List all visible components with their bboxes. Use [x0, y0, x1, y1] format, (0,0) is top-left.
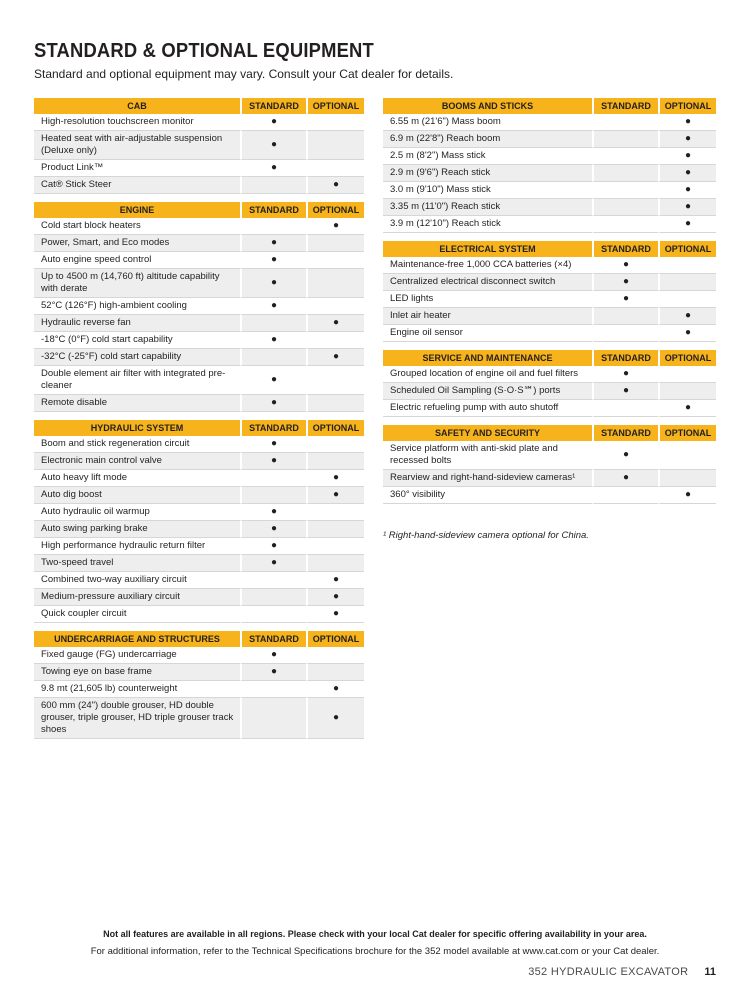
- optional-mark: [306, 366, 364, 395]
- optional-mark: [306, 664, 364, 681]
- table-row: [34, 647, 364, 664]
- standard-mark: [592, 325, 658, 342]
- feature-label: 52°C (126°F) high-ambient cooling: [34, 298, 240, 315]
- page-footer: [528, 966, 716, 978]
- standard-column-header: STANDARD: [592, 241, 658, 257]
- table-row: [34, 504, 364, 521]
- table-row: [383, 182, 716, 199]
- feature-label: 3.0 m (9'10") Mass stick: [383, 182, 592, 199]
- feature-label: High-resolution touchscreen monitor: [34, 114, 240, 131]
- standard-mark: ●: [240, 555, 306, 572]
- optional-mark: [658, 470, 716, 487]
- table-row: [383, 487, 716, 504]
- standard-column-header: STANDARD: [592, 98, 658, 114]
- table-row: [34, 453, 364, 470]
- standard-mark: ●: [592, 383, 658, 400]
- table-row: [34, 698, 364, 739]
- optional-column-header: OPTIONAL: [658, 425, 716, 441]
- feature-label: Fixed gauge (FG) undercarriage: [34, 647, 240, 664]
- optional-column-header: OPTIONAL: [306, 420, 364, 436]
- standard-column-header: STANDARD: [240, 420, 306, 436]
- standard-mark: [592, 199, 658, 216]
- standard-mark: [240, 572, 306, 589]
- standard-mark: ●: [240, 298, 306, 315]
- feature-label: Auto engine speed control: [34, 252, 240, 269]
- optional-mark: [306, 332, 364, 349]
- feature-label: 9.8 mt (21,605 lb) counterweight: [34, 681, 240, 698]
- table-row: [34, 349, 364, 366]
- optional-mark: ●: [658, 114, 716, 131]
- feature-label: Heated seat with air-adjustable suspension (Deluxe only): [34, 131, 240, 160]
- optional-mark: ●: [306, 681, 364, 698]
- table-row: [34, 177, 364, 194]
- feature-label: Auto swing parking brake: [34, 521, 240, 538]
- feature-label: Rearview and right-hand-sideview cameras¹: [383, 470, 592, 487]
- table-row: [34, 131, 364, 160]
- equipment-table: [34, 202, 364, 412]
- optional-column-header: OPTIONAL: [658, 98, 716, 114]
- table-row: [34, 315, 364, 332]
- optional-mark: ●: [658, 216, 716, 233]
- standard-mark: [240, 606, 306, 623]
- feature-label: Product Link™: [34, 160, 240, 177]
- table-row: [34, 555, 364, 572]
- feature-label: Centralized electrical disconnect switch: [383, 274, 592, 291]
- table-row: [383, 308, 716, 325]
- optional-mark: ●: [306, 315, 364, 332]
- feature-label: 3.9 m (12'10") Reach stick: [383, 216, 592, 233]
- optional-mark: ●: [658, 325, 716, 342]
- optional-mark: ●: [306, 177, 364, 194]
- table-row: [34, 487, 364, 504]
- standard-mark: [240, 589, 306, 606]
- optional-column-header: OPTIONAL: [658, 350, 716, 366]
- standard-mark: ●: [592, 257, 658, 274]
- right-column: [383, 98, 716, 512]
- optional-column-header: OPTIONAL: [306, 202, 364, 218]
- feature-label: Boom and stick regeneration circuit: [34, 436, 240, 453]
- optional-mark: ●: [306, 572, 364, 589]
- feature-label: Inlet air heater: [383, 308, 592, 325]
- standard-mark: [592, 131, 658, 148]
- feature-label: 6.55 m (21'6") Mass boom: [383, 114, 592, 131]
- standard-mark: [592, 487, 658, 504]
- standard-mark: [592, 148, 658, 165]
- optional-mark: ●: [306, 487, 364, 504]
- table-row: [34, 606, 364, 623]
- standard-mark: ●: [592, 291, 658, 308]
- optional-mark: [306, 647, 364, 664]
- feature-label: Grouped location of engine oil and fuel filters: [383, 366, 592, 383]
- table-row: [34, 160, 364, 177]
- optional-mark: [658, 366, 716, 383]
- table-row: [34, 681, 364, 698]
- page-title: STANDARD & OPTIONAL EQUIPMENT: [34, 40, 374, 62]
- equipment-table: [34, 98, 364, 194]
- feature-label: Two-speed travel: [34, 555, 240, 572]
- section-title: BOOMS AND STICKS: [383, 98, 592, 114]
- optional-mark: [306, 538, 364, 555]
- optional-column-header: OPTIONAL: [306, 631, 364, 647]
- optional-mark: [306, 395, 364, 412]
- optional-mark: ●: [306, 218, 364, 235]
- feature-label: Auto dig boost: [34, 487, 240, 504]
- standard-mark: [240, 349, 306, 366]
- optional-mark: [658, 257, 716, 274]
- camera-footnote: ¹ Right-hand-sideview camera optional for China.: [383, 530, 589, 541]
- optional-mark: [306, 252, 364, 269]
- table-row: [383, 441, 716, 470]
- table-row: [34, 395, 364, 412]
- availability-note: Not all features are available in all regions. Please check with your local Cat dealer for specific offering availability in your area.: [103, 929, 647, 939]
- table-row: [34, 664, 364, 681]
- info-note: For additional information, refer to the Technical Specifications brochure for the 352 model available at www.cat.com or your Cat dealer.: [90, 946, 660, 957]
- optional-mark: ●: [658, 308, 716, 325]
- optional-mark: [306, 235, 364, 252]
- table-row: [34, 235, 364, 252]
- feature-label: Engine oil sensor: [383, 325, 592, 342]
- standard-mark: [592, 182, 658, 199]
- standard-mark: ●: [240, 114, 306, 131]
- feature-label: Service platform with anti-skid plate and recessed bolts: [383, 441, 592, 470]
- standard-mark: ●: [240, 332, 306, 349]
- standard-mark: ●: [240, 395, 306, 412]
- optional-mark: ●: [658, 131, 716, 148]
- section-title: HYDRAULIC SYSTEM: [34, 420, 240, 436]
- optional-mark: ●: [306, 698, 364, 739]
- standard-mark: ●: [240, 436, 306, 453]
- feature-label: Auto hydraulic oil warmup: [34, 504, 240, 521]
- standard-mark: ●: [240, 504, 306, 521]
- table-row: [34, 332, 364, 349]
- feature-label: Auto heavy lift mode: [34, 470, 240, 487]
- feature-label: Up to 4500 m (14,760 ft) altitude capability with derate: [34, 269, 240, 298]
- standard-mark: [592, 308, 658, 325]
- optional-mark: ●: [306, 589, 364, 606]
- standard-mark: ●: [592, 274, 658, 291]
- table-row: [383, 165, 716, 182]
- table-row: [383, 325, 716, 342]
- optional-mark: [306, 269, 364, 298]
- feature-label: Medium-pressure auxiliary circuit: [34, 589, 240, 606]
- optional-mark: ●: [658, 148, 716, 165]
- table-row: [383, 114, 716, 131]
- feature-label: 6.9 m (22'8") Reach boom: [383, 131, 592, 148]
- equipment-table: [34, 420, 364, 623]
- section-title: SERVICE AND MAINTENANCE: [383, 350, 592, 366]
- table-row: [383, 400, 716, 417]
- standard-mark: ●: [240, 521, 306, 538]
- section-title: CAB: [34, 98, 240, 114]
- table-row: [34, 298, 364, 315]
- table-row: [383, 148, 716, 165]
- standard-mark: ●: [592, 366, 658, 383]
- feature-label: Cat® Stick Steer: [34, 177, 240, 194]
- standard-mark: ●: [240, 366, 306, 395]
- table-row: [383, 383, 716, 400]
- table-row: [34, 269, 364, 298]
- optional-column-header: OPTIONAL: [306, 98, 364, 114]
- standard-mark: [240, 698, 306, 739]
- standard-mark: ●: [240, 235, 306, 252]
- feature-label: -18°C (0°F) cold start capability: [34, 332, 240, 349]
- equipment-table: [34, 631, 364, 739]
- standard-mark: ●: [240, 269, 306, 298]
- table-row: [34, 114, 364, 131]
- standard-column-header: STANDARD: [592, 425, 658, 441]
- equipment-table: [383, 350, 716, 417]
- section-title: UNDERCARRIAGE AND STRUCTURES: [34, 631, 240, 647]
- page-subtitle: Standard and optional equipment may vary. Consult your Cat dealer for details.: [34, 67, 454, 81]
- table-row: [34, 521, 364, 538]
- standard-column-header: STANDARD: [240, 202, 306, 218]
- optional-mark: [658, 291, 716, 308]
- standard-mark: ●: [240, 664, 306, 681]
- feature-label: Maintenance-free 1,000 CCA batteries (×4): [383, 257, 592, 274]
- standard-mark: ●: [240, 647, 306, 664]
- table-row: [383, 470, 716, 487]
- feature-label: 2.5 m (8'2") Mass stick: [383, 148, 592, 165]
- standard-mark: [592, 400, 658, 417]
- table-row: [34, 366, 364, 395]
- feature-label: Hydraulic reverse fan: [34, 315, 240, 332]
- optional-mark: [306, 521, 364, 538]
- optional-mark: ●: [306, 349, 364, 366]
- optional-mark: [306, 555, 364, 572]
- feature-label: 2.9 m (9'6") Reach stick: [383, 165, 592, 182]
- optional-mark: ●: [658, 199, 716, 216]
- standard-mark: ●: [240, 131, 306, 160]
- feature-label: Towing eye on base frame: [34, 664, 240, 681]
- optional-mark: [658, 441, 716, 470]
- feature-label: 360° visibility: [383, 487, 592, 504]
- equipment-table: [383, 98, 716, 233]
- standard-mark: [240, 218, 306, 235]
- standard-mark: [240, 470, 306, 487]
- section-title: ENGINE: [34, 202, 240, 218]
- feature-label: 3.35 m (11'0") Reach stick: [383, 199, 592, 216]
- page-number: 11: [704, 966, 716, 978]
- feature-label: 600 mm (24") double grouser, HD double grouser, triple grouser, HD triple grouser track shoes: [34, 698, 240, 739]
- feature-label: Cold start block heaters: [34, 218, 240, 235]
- standard-mark: [592, 216, 658, 233]
- standard-column-header: STANDARD: [240, 631, 306, 647]
- optional-mark: [306, 504, 364, 521]
- standard-mark: ●: [240, 160, 306, 177]
- equipment-table: [383, 241, 716, 342]
- table-row: [383, 366, 716, 383]
- optional-mark: ●: [658, 182, 716, 199]
- standard-column-header: STANDARD: [240, 98, 306, 114]
- optional-mark: ●: [658, 487, 716, 504]
- optional-mark: [306, 453, 364, 470]
- feature-label: Scheduled Oil Sampling (S·O·S℠) ports: [383, 383, 592, 400]
- optional-mark: [658, 383, 716, 400]
- optional-mark: [306, 160, 364, 177]
- table-row: [34, 436, 364, 453]
- standard-mark: [592, 165, 658, 182]
- optional-mark: [306, 131, 364, 160]
- table-row: [34, 589, 364, 606]
- table-row: [383, 274, 716, 291]
- table-row: [34, 538, 364, 555]
- optional-mark: ●: [658, 165, 716, 182]
- optional-column-header: OPTIONAL: [658, 241, 716, 257]
- feature-label: Electric refueling pump with auto shutoff: [383, 400, 592, 417]
- table-row: [34, 252, 364, 269]
- standard-mark: [240, 177, 306, 194]
- optional-mark: ●: [306, 606, 364, 623]
- standard-mark: [240, 487, 306, 504]
- equipment-table: [383, 425, 716, 504]
- standard-mark: [592, 114, 658, 131]
- optional-mark: [306, 114, 364, 131]
- optional-mark: ●: [306, 470, 364, 487]
- table-row: [383, 257, 716, 274]
- standard-mark: ●: [592, 441, 658, 470]
- standard-mark: ●: [240, 252, 306, 269]
- standard-mark: ●: [240, 453, 306, 470]
- feature-label: High performance hydraulic return filter: [34, 538, 240, 555]
- table-row: [34, 470, 364, 487]
- section-title: SAFETY AND SECURITY: [383, 425, 592, 441]
- standard-mark: [240, 681, 306, 698]
- feature-label: Combined two-way auxiliary circuit: [34, 572, 240, 589]
- feature-label: Power, Smart, and Eco modes: [34, 235, 240, 252]
- feature-label: Electronic main control valve: [34, 453, 240, 470]
- standard-mark: [240, 315, 306, 332]
- feature-label: LED lights: [383, 291, 592, 308]
- table-row: [383, 199, 716, 216]
- feature-label: Quick coupler circuit: [34, 606, 240, 623]
- table-row: [383, 291, 716, 308]
- optional-mark: [306, 298, 364, 315]
- feature-label: -32°C (-25°F) cold start capability: [34, 349, 240, 366]
- table-row: [383, 216, 716, 233]
- standard-column-header: STANDARD: [592, 350, 658, 366]
- optional-mark: ●: [658, 400, 716, 417]
- optional-mark: [658, 274, 716, 291]
- feature-label: Remote disable: [34, 395, 240, 412]
- table-row: [383, 131, 716, 148]
- left-column: [34, 98, 364, 747]
- section-title: ELECTRICAL SYSTEM: [383, 241, 592, 257]
- optional-mark: [306, 436, 364, 453]
- standard-mark: ●: [240, 538, 306, 555]
- standard-mark: ●: [592, 470, 658, 487]
- feature-label: Double element air filter with integrated pre-cleaner: [34, 366, 240, 395]
- table-row: [34, 218, 364, 235]
- table-row: [34, 572, 364, 589]
- footer-model: 352 HYDRAULIC EXCAVATOR: [528, 966, 689, 978]
